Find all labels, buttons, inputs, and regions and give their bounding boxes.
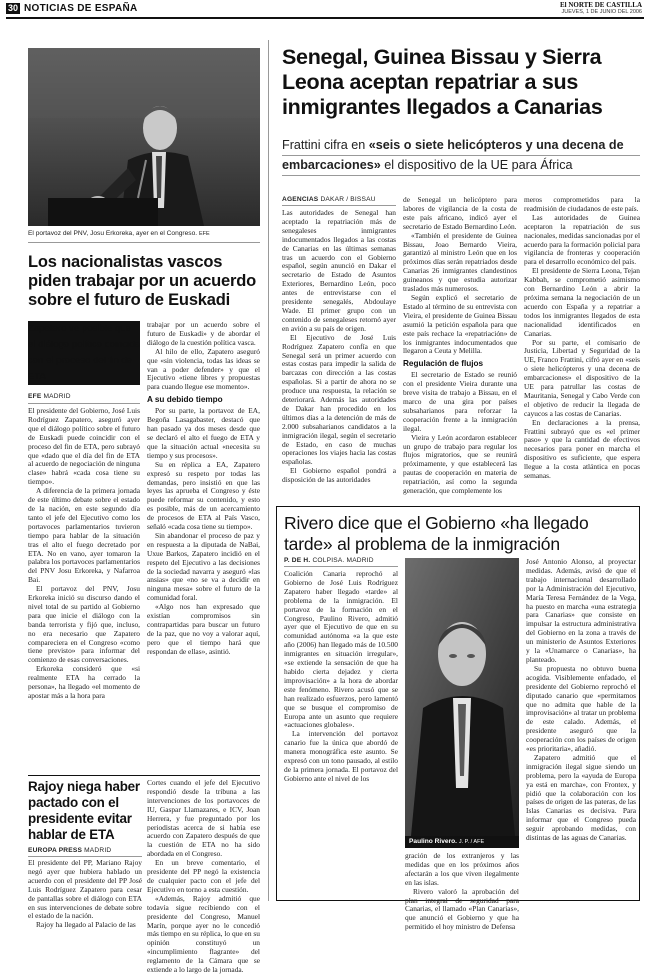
rivero-photo (405, 558, 519, 836)
paragraph: gración de los extranjeros y las medidas que en los próximos años afectarán a los que viven ilegalmente en las islas. (405, 851, 519, 887)
rajoy-byline-place: MADRID (84, 847, 112, 854)
paragraph: Las autoridades de Senegal han aceptado la repatriación más de senegaleses inmigrantes indocumentados llegados a las costas de Canarias en las últimas semanas tras un acuerdo con el Gobierno español, según anunció en Dakar el secretario de Estado de Asuntos Exteriores, Bernardino León, poco antes de entrevistarse con el presidente senegalés, Abdoulaye Wade. El primer grupo con un contenido de senegaleses retornó ayer en avión a su país de origen. (282, 208, 396, 333)
rajoy-top-rule (28, 775, 260, 776)
paragraph: El secretario de Estado se reunió con el presidente Vieira durante una breve visita de trabajo a Bissau, en el marco de una gira por países subsaharianos para reforzar la cooperación frente a la inmigración ilegal. (403, 370, 517, 433)
vascos-byline-rule (28, 403, 140, 404)
vascos-headline: Los nacionalistas vascos piden trabajar por un acuerdo sobre el futuro de Euskadi (28, 253, 256, 309)
paragraph: El Ejecutivo de José Luis Rodríguez Zapatero confía en que Senegal será un primer acuerdo con estas costas para impedir la salida de barcazas con dirección a las costas españolas. Si a partir de ahora no se produce una respuesta, la relación se deteriorará. Además las autoridades de Dakar han procedido en los últimos días a la detención de más de 2.000 subsaharianos candidatos a la inmigración ilegal, según el secretario de Estado, en caso de muchas operaciones los viajes hacia las costas españolas. (282, 332, 396, 467)
paragraph: José Antonio Alonso, al proyectar medidas. Además, avisó de que el trabajo internacional desarrollado por la Administración del Ejecutivo, María Teresa Fernández de la Vega, ha puesto en marcha «una estrategia para Canarias» que consiste en impulsar la estructura administrativa del Gobierno en la zona a través de un ministerio de Asuntos Exteriores y la «Unamarce o Canarias», ha planteado. (526, 557, 636, 664)
rivero-caption-name: Paulino Rivero. (409, 838, 457, 845)
main-subhead-prefix: Frattini cifra en (282, 138, 369, 152)
paragraph: Rajoy ha llegado al Palacio de las (36, 920, 136, 930)
rivero-byline-author: P. DE H. (284, 557, 311, 564)
paragraph: «Algo nos han expresado que existían compromisos sin contrapartidas para buscar un futuro de la paz, que no voy a valorar aquí, pero que el tiempo hará que respondan de ellas», asintió. (147, 602, 260, 656)
paragraph: Según explicó el secretario de Estado al término de su entrevista con Vieira, el presidente de Guinea Bissau asumió la petición española para que este país rechace la «repatriación» de los inmigrantes indocumentados que llegaron a Ceuta y Melilla. (403, 292, 517, 356)
paragraph: trabajar por un acuerdo sobre el futuro de Euskadi» y de abordar el diálogo de la cuestión política vasca. (147, 320, 260, 347)
rivero-illustration (405, 558, 519, 836)
speaker-illustration (28, 48, 260, 226)
rajoy-headline: Rajoy niega haber pactado con el presidente evitar hablar de ETA (28, 779, 140, 842)
vascos-column-2 (147, 321, 260, 773)
rivero-byline (284, 557, 398, 564)
section-title: NOTICIAS DE ESPAÑA (24, 3, 138, 14)
paragraph: El Gobierno español pondrá a disposición de las autoridades (282, 466, 396, 485)
rajoy-byline (28, 847, 142, 854)
rivero-headline: Rivero dice que el Gobierno «ha llegado tarde» al problema de la inmigración (284, 513, 589, 554)
paragraph: Sin abandonar el proceso de paz y en respuesta a la diputada de NaBai, Uxue Barkos, Zapatero incidió en el respeto del Ejecutivo a las decisiones de la sociedad navarra y aseguró «las ansias» que «no se va a decidir en ninguna mesa» sobre el futuro de la comunidad foral. (147, 530, 260, 603)
paragraph: Vieira y León acordaron establecer un grupo de trabajo para regular los flujos migratorios, que se reunirá próximamente, y que establecerá las pautas de cooperación en materia de repatriación, así como la segunda generación, que complemente los (403, 432, 517, 496)
caption-divider (28, 242, 260, 243)
paragraph: Las autoridades de Guinea aceptaron la repatriación de sus nacionales, medidas sancionadas por el acuerdo para la formación policial para vigilancia de fronteras y cooperación para el desarrollo económico del país. (524, 212, 640, 267)
paragraph: La intervención del portavoz canario fue la única que abordó de manera monográfica este asunto. Se expresó con un tono pausado, al estilo de la primera jornada. El portavoz del Gobierno ante el nivel de los (284, 729, 398, 783)
erkoreka-caption-credit: EFE (198, 231, 210, 237)
paragraph: «También el presidente de Guinea Bissau, Joao Bernardo Vieira, garantizó al ministro León que en los próximos días serán repatriados desde Canarias 26 inmigrantes clandestinos guineanos y que estudia autorizar traslados más numerosos. (403, 230, 517, 294)
paragraph: meros comprometidos para la readmisión de ciudadanos de este país. (524, 195, 640, 213)
newspaper-name: El NORTE DE CASTILLA (559, 1, 642, 9)
rivero-byline-rule (284, 566, 398, 567)
vascos-byline (28, 393, 140, 400)
paragraph: Por su parte, la portavoz de EA, Begoña Lasagabaster, destacó que han pasado ya dos meses desde que se declaró el alto el fuego de ETA y que la situación actual «necesita su tiempo y sus procesos». (147, 406, 260, 460)
rajoy-byline-agency: EUROPA PRESS (28, 847, 83, 854)
vascos-crosshead: A su debido tiempo (147, 395, 223, 405)
paragraph: Su propuesta no obtuvo buena acogida. Visiblemente enfadado, el presidente del Gobierno reprochó el diputado canario que «permitamos que no admita que hable de la improvisación» al tratar un problema de este calado. Además, el presidente aseguró que la cooperación con los países de origen «es prioritaria», añadió. (526, 663, 636, 754)
main-crosshead: Regulación de flujos (403, 359, 484, 369)
rivero-byline-agency: COLPISA. (312, 557, 345, 564)
vascos-column-1 (28, 407, 140, 773)
paragraph: «Además, Rajoy admitió que todavía sigue recibiendo con el presidente del Congreso, Manuel Marín, porque ayer no le concedió más tiempo en su réplica, lo que en su opinión constituyó un «incumplimiento flagrante» del reglamento de la Cámara que se extiende a lo largo de la jornada. (147, 893, 260, 975)
issue-date: JUEVES, 1 DE JUNIO DEL 2006 (561, 9, 642, 15)
paragraph: El presidente del PP, Mariano Rajoy negó ayer que hubiera hablado un acuerdo con el presidente del PP José Luis Rodríguez Zapatero para cesar de pantallas sobre el diálogo con ETA en sus intervenciones de debate sobre el estado de la nación. (28, 858, 142, 921)
erkoreka-caption (28, 230, 260, 237)
rivero-photo-caption (405, 836, 519, 848)
main-byline-rule (282, 205, 396, 206)
main-column-3 (524, 196, 640, 500)
rivero-byline-place: MADRID (346, 557, 374, 564)
rajoy-byline-rule (28, 856, 142, 857)
main-byline-place: DAKAR / BISSAU (320, 196, 376, 203)
paragraph: El presidente de Sierra Leona, Tejan Kabbah, se comprometió asimismo con Bernardino León a abrir la próxima semana la negociación de un acuerdo con España y a repatriar a todos los inmigrantes llegados de esta nacionalidad identificados en Canarias. (524, 266, 640, 338)
main-column-2 (403, 196, 517, 500)
main-column-1 (282, 209, 396, 500)
main-byline-agency: AGENCIAS (282, 196, 319, 203)
paragraph: En un breve comentario, el presidente del PP negó la existencia de cualquier pacto con el jefe del Ejecutivo en torno a esta cuestión. (147, 858, 260, 894)
column-separator (268, 40, 269, 901)
paragraph: En declaraciones a la prensa, Frattini subrayó que es «el primer paso» y que la cantidad de efectivos necesarios para poner en marcha el dispositivo es suficiente, que espera llegue a la costa atlántica en pocas semanas. (524, 417, 640, 481)
paragraph: Rivero valoró la aprobación del plan integral de seguridad para Canarias, el llamado «Plan Canarias», que anunció el Gobierno y que ha permitido el hoy ministro de Defensa (405, 886, 519, 932)
subhead-rule-2 (282, 175, 640, 176)
paragraph: A diferencia de la primera jornada de este último debate sobre el estado de la nación, en este segundo día tanto el jefe del Ejecutivo como los portavoces parlamentarios tuvieron tiempo para hablar de la situación tras el alto el fuego decretado por ETA. No en vano, ayer tomaron la palabra los portavoces parlamentarios del PNV Josu Erkoreka, y Nafarroa Bai. (28, 486, 140, 585)
vascos-subhead: Zapatero ve posible que el diálogo político coincida con el proceso del fin de ETA (28, 321, 140, 385)
paragraph: de Senegal un helicóptero para labores de vigilancia de la costa de este país africano, indicó ayer el secretario de Estado Bernardino León. (403, 195, 517, 231)
paragraph: Zapatero admitió que el inmigración ilegal sigue siendo un problema, pero la «ayuda de Europa ya está en marcha», con Frontex, y pidió que la colaboración con los países de origen de las pateras, de las Islas Canarias es decisiva. Para informar que el Congreso pueda seguir aprobando medidas, con distintas de las aguas de Canarias. (526, 752, 636, 843)
rivero-column-2 (405, 851, 519, 932)
erkoreka-photo (28, 48, 260, 226)
erkoreka-caption-text: El portavoz del PNV, Josu Erkoreka, ayer en el Congreso. (28, 230, 198, 237)
paragraph: El presidente del Gobierno, José Luis Rodríguez Zapatero, aseguró ayer que el diálogo político sobre el futuro de Euskadi puede coincidir con el proceso del fin de ETA, pero subrayó que «dado que el día del fin de ETA al acuerdo de negociación de ninguna clase» habrá «cada cosa tiene su tiempo». (28, 406, 140, 487)
main-byline (282, 196, 396, 203)
paragraph: Cortes cuando el jefe del Ejecutivo respondió desde la tribuna a las intervenciones de los portavoces de IU, Gaspar Llamazares, e ICV, Joan Herrera, y fue preguntado por los periodistas acerca de si había ese acuerdo con Zapatero después de que la cuestión de ETA no ha sido abordada en el Congreso. (147, 778, 260, 859)
page-number: 30 (7, 3, 18, 13)
paragraph: Erkoreka consideró que «si realmente ETA ha cerrado la persona», ha llegado «el momento de apostar más a la hora para (28, 664, 140, 700)
rajoy-column-1 (28, 858, 142, 930)
paragraph: El portavoz del PNV, Josu Erkoreka inició su discurso dando el nivel total de su partido al Gobierno para que inicie el diálogo con la banda terrorista y fijó que, incluso, no era necesario que Zapatero compareciera en el Congreso «como tiene previsto» para informar del comienzo de esas conversaciones. (28, 584, 140, 665)
vascos-byline-place: MADRID (43, 393, 71, 400)
rivero-column-1 (284, 570, 398, 898)
main-subhead-suffix: el dispositivo de la UE para África (380, 158, 573, 172)
rivero-caption-credit: J. P. / AFE (458, 839, 485, 845)
main-headline: Senegal, Guinea Bissau y Sierra Leona aceptan repatriar a sus inmigrantes llegados a Canarias (282, 45, 603, 119)
paragraph: Por su parte, el comisario de Justicia, Libertad y Seguridad de la UE, Franco Frattini, cifró ayer en «seis o siete helicópteros y una decena de embarcaciones» el dispositivo de la UE para patrullar las costas de Mauritania, Senegal y Cabo Verde con el objetivo de reducir la llegada de cayucos a las costas de Canarias. (524, 337, 640, 418)
paragraph: Al hilo de ello, Zapatero aseguró que «sin violencia, todas las ideas se van a poder defender» y que el Ejecutivo «tiene libres y propuestas para cuando llegue ese momento». (147, 346, 260, 392)
rivero-column-3 (526, 558, 636, 898)
paragraph: Coalición Canaria reprochó al Gobierno de José Luis Rodríguez Zapatero haber llegado «tarde» al problema de la inmigración. El portavoz de la formación en el Congreso, Paulino Rivero, admitió ayer que el Ejecutivo de que en su comunidad autónoma «a la que este año (2006) han llegado más de 10.500 inmigrantes en situación irregular», «se extiende la sensación de que ha habido cierta dejadez y cierta improvisación» a la hora de abordar este fenómeno. Rivero acusó que se han realizado esfuerzos, pero lamentó que se busque el compromiso de Europa ante un asunto que requiere «actuaciones globales». (284, 569, 398, 730)
subhead-rule-1 (282, 155, 640, 156)
main-subhead-highlight: «seis o siete helicópteros y una decena de embarcaciones» (282, 138, 624, 172)
vascos-byline-agency: EFE (28, 393, 42, 400)
paragraph: Su en réplica a EA, Zapatero expresó su respeto por todas las demandas, pero insistió en que las leyes las aprueba el Congreso y éste puede reformar su contenido, y esto es posible, más de un acercamiento de procesos de ETA al País Vasco, señaló «cada cosa tiene su tiempo». (147, 459, 260, 532)
masthead-rule (6, 17, 644, 19)
rajoy-column-2 (147, 778, 260, 975)
